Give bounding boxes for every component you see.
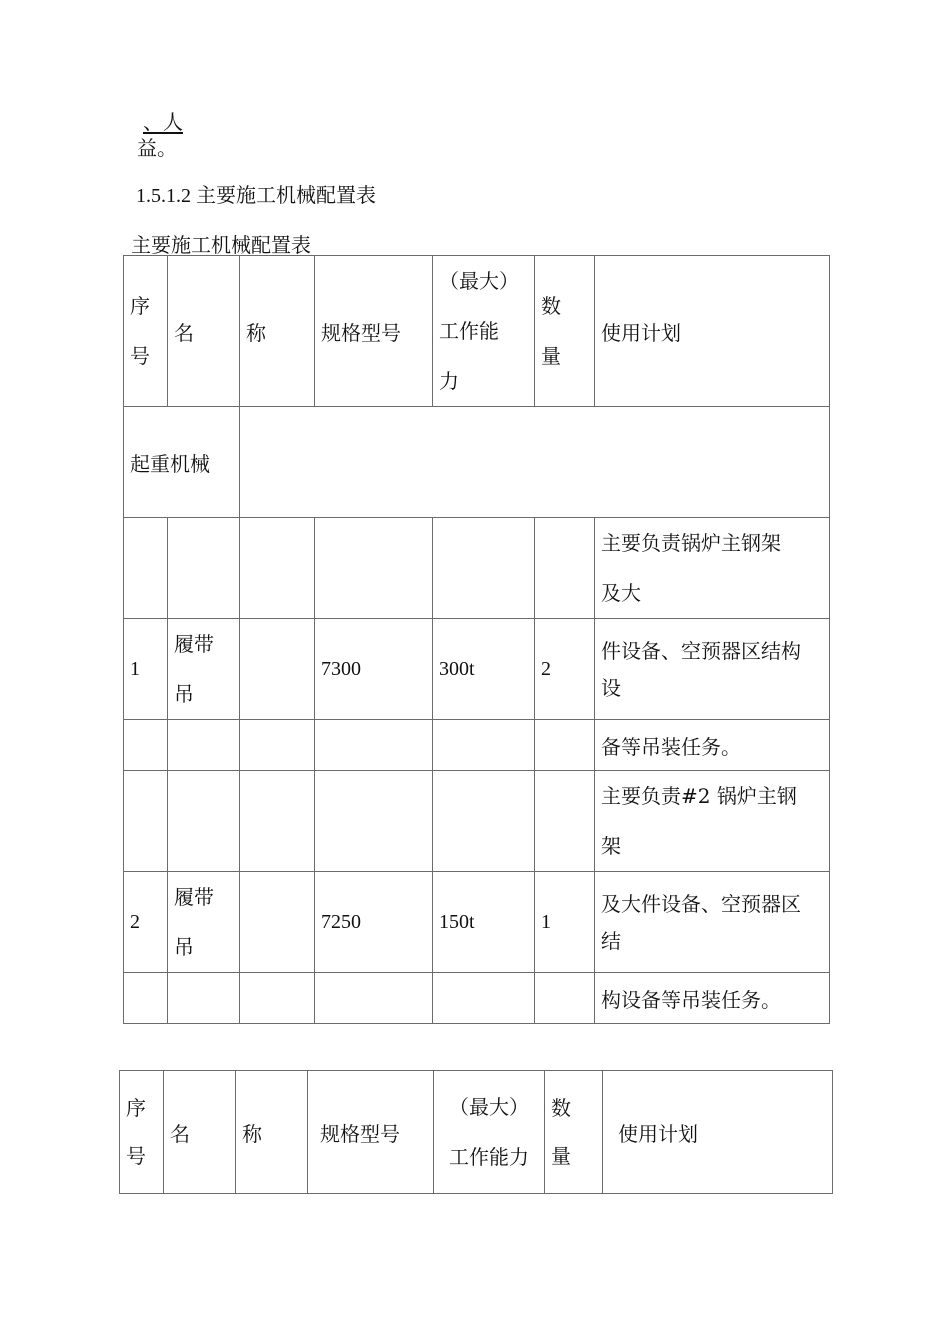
cell-qty: 2 [535, 619, 595, 720]
table-row [124, 619, 830, 720]
cell-name: 履带 吊 [168, 872, 240, 973]
cell-qty [535, 771, 595, 872]
machinery-table-continued [119, 1070, 833, 1194]
cell-name-2 [240, 771, 315, 872]
cell-capacity: 150t [433, 872, 535, 973]
cell-capacity: 300t [433, 619, 535, 720]
cell-name-2 [240, 973, 315, 1024]
cell-spec: 7250 [315, 872, 433, 973]
table-row [124, 518, 830, 619]
cell-name [168, 518, 240, 619]
continued-line: 益。 [137, 136, 177, 160]
cell-seq [124, 771, 168, 872]
category-span [240, 407, 830, 518]
cell-name [168, 973, 240, 1024]
table-header-row [124, 256, 830, 407]
cell-name [168, 720, 240, 771]
cell-seq [124, 973, 168, 1024]
cell-capacity [433, 973, 535, 1024]
cell-spec: 7300 [315, 619, 433, 720]
cell-qty [535, 973, 595, 1024]
header-name-1: 名 [164, 1071, 236, 1194]
cell-seq: 2 [124, 872, 168, 973]
table-row [124, 973, 830, 1024]
heading-fragment: 、人 [143, 110, 183, 134]
section-title: 1.5.1.2 主要施工机械配置表 [136, 185, 376, 207]
table-caption: 主要施工机械配置表 [131, 233, 311, 257]
cell-seq [124, 518, 168, 619]
table-row [124, 872, 830, 973]
header-plan: 使用计划 [603, 1071, 833, 1194]
cell-capacity [433, 518, 535, 619]
cell-seq: 1 [124, 619, 168, 720]
cell-spec [315, 518, 433, 619]
cell-capacity [433, 720, 535, 771]
machinery-table [123, 255, 830, 1024]
cell-seq [124, 720, 168, 771]
header-plan: 使用计划 [595, 256, 830, 407]
header-name-1: 名 [168, 256, 240, 407]
header-name-2: 称 [240, 256, 315, 407]
header-seq: 序 号 [124, 256, 168, 407]
cell-plan: 主要负责锅炉主钢架 及大 [595, 518, 830, 619]
cell-plan: 备等吊装任务。 [595, 720, 830, 771]
cell-name-2 [240, 872, 315, 973]
cell-qty [535, 518, 595, 619]
cell-spec [315, 771, 433, 872]
cell-capacity [433, 771, 535, 872]
cell-name [168, 771, 240, 872]
header-capacity: （最大） 工作能力 [434, 1071, 545, 1194]
cell-plan: 及大件设备、空预器区 结 [595, 872, 830, 973]
cell-name-2 [240, 518, 315, 619]
cell-plan: 主要负责#2 锅炉主钢 架 [595, 771, 830, 872]
header-capacity: （最大） 工作能 力 [433, 256, 535, 407]
header-spec: 规格型号 [315, 256, 433, 407]
table-row [124, 720, 830, 771]
header-spec: 规格型号 [308, 1071, 434, 1194]
header-qty: 数 量 [535, 256, 595, 407]
cell-qty [535, 720, 595, 771]
cell-qty: 1 [535, 872, 595, 973]
category-row [124, 407, 830, 518]
category-label: 起重机械 [124, 407, 240, 518]
cell-plan: 构设备等吊装任务。 [595, 973, 830, 1024]
cell-plan: 件设备、空预器区结构 设 [595, 619, 830, 720]
cell-spec [315, 720, 433, 771]
header-qty: 数 量 [545, 1071, 603, 1194]
cell-name: 履带 吊 [168, 619, 240, 720]
cell-name-2 [240, 720, 315, 771]
cell-name-2 [240, 619, 315, 720]
cell-spec [315, 973, 433, 1024]
table-row [124, 771, 830, 872]
header-seq: 序 号 [120, 1071, 164, 1194]
header-name-2: 称 [236, 1071, 308, 1194]
table-header-row [120, 1071, 833, 1194]
